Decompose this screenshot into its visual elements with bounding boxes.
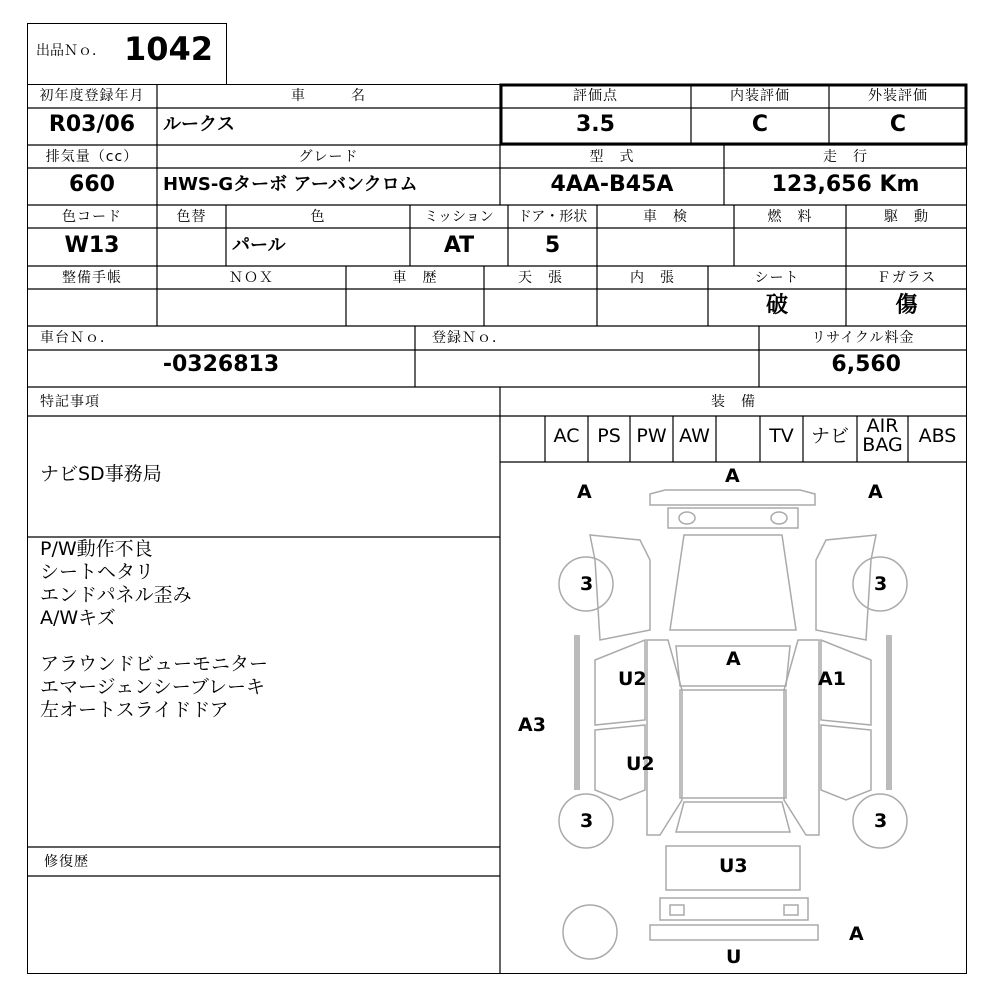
reg-value: R03/06 (48, 112, 136, 137)
mark-hood: A (726, 648, 741, 670)
glass-value: 傷 (895, 293, 918, 318)
notes-label: 特記事項 (40, 394, 100, 410)
equipment-label: 装 備 (711, 394, 756, 410)
reg-label: 初年度登録年月 (39, 88, 145, 104)
history-label: 車 歴 (392, 270, 438, 286)
lot-number: 1042 (124, 30, 214, 68)
note-item: エンドパネル歪み (40, 584, 192, 606)
grade-value: HWS-Gターボ アーバンクロム (163, 174, 418, 195)
mileage-value: 123,656 Km (771, 172, 920, 197)
mark-front-top: A (725, 465, 740, 487)
name-label: 車 名 (291, 88, 366, 104)
repair-label: 修復歴 (44, 854, 89, 870)
mark-rear-bumper: U (726, 946, 742, 968)
mark-front-left: A (577, 481, 592, 503)
note-item: P/W動作不良 (40, 538, 153, 560)
color-label: 色 (310, 209, 326, 225)
color-code-label: 色コード (62, 209, 122, 225)
color-value: パール (232, 235, 286, 256)
mark-right-front-door: A1 (818, 668, 846, 690)
mark-tire-fl: 3 (580, 573, 594, 595)
drive-label: 駆 動 (884, 209, 929, 225)
recycle-label: リサイクル料金 (811, 330, 915, 346)
chassis-label: 車台Ｎｏ． (40, 330, 115, 346)
chassis-value: -0326813 (162, 352, 280, 377)
roof-label: 天 張 (518, 270, 563, 286)
interior-label: 内装評価 (730, 88, 790, 104)
equipment-item: ABS (918, 425, 957, 447)
equipment-item: AIR BAG (862, 415, 903, 456)
note-item: A/Wキズ (40, 607, 116, 629)
color-code-value: W13 (64, 233, 120, 258)
equipment-item: PW (636, 425, 667, 447)
equipment-item: TV (769, 425, 794, 447)
repaint-label: 色替 (176, 209, 207, 225)
fuel-label: 燃 料 (767, 209, 813, 225)
model-label: 型 式 (589, 149, 635, 165)
mark-rear-hatch: U3 (719, 855, 748, 877)
interior-value: C (751, 112, 769, 137)
cc-value: 660 (69, 172, 115, 197)
mission-label: ミッション (424, 209, 494, 225)
model-value: 4AA-B45A (550, 172, 674, 197)
doors-label: ドア・形状 (517, 209, 588, 225)
note-item: アラウンドビューモニター (40, 653, 269, 675)
mark-left-rear-door: U2 (626, 753, 655, 775)
doors-value: 5 (544, 233, 561, 258)
mark-front-right: A (868, 481, 883, 503)
equipment-item: AC (553, 425, 580, 447)
score-value: 3.5 (576, 112, 615, 137)
seat-label: シート (754, 270, 800, 286)
mission-value: AT (443, 233, 475, 258)
inner-label: 内 張 (630, 270, 675, 286)
mark-left-front-door: U2 (618, 668, 647, 690)
exterior-label: 外装評価 (868, 88, 928, 104)
seat-value: 破 (765, 293, 788, 318)
cc-label: 排気量（cc） (45, 149, 139, 165)
mark-rear-right: A (849, 923, 864, 945)
mark-tire-fr: 3 (874, 573, 888, 595)
mark-tire-rr: 3 (874, 810, 888, 832)
notes-line-1: ナビSD事務局 (40, 463, 162, 485)
equipment-item: AW (679, 425, 710, 447)
nox-label: ＮＯＸ (229, 270, 274, 286)
name-value: ルークス (163, 114, 235, 135)
registration-label: 登録Ｎｏ． (432, 330, 507, 346)
grade-label: グレード (298, 149, 359, 165)
lot-label: 出品Ｎｏ． (36, 43, 106, 59)
manual-label: 整備手帳 (62, 270, 122, 286)
note-item: シートヘタリ (40, 561, 155, 583)
note-item: 左オートスライドドア (40, 699, 229, 721)
mark-left-side: A3 (518, 714, 546, 736)
recycle-value: 6,560 (831, 352, 901, 377)
score-label: 評価点 (573, 88, 618, 104)
mark-tire-rl: 3 (580, 810, 594, 832)
note-item: エマージェンシーブレーキ (40, 676, 266, 698)
mileage-label: 走 行 (823, 149, 868, 165)
inspection-label: 車 検 (643, 209, 688, 225)
equipment-item: ナビ (810, 425, 849, 447)
glass-label: Ｆガラス (876, 270, 937, 286)
exterior-value: C (889, 112, 907, 137)
equipment-item: PS (597, 425, 621, 447)
